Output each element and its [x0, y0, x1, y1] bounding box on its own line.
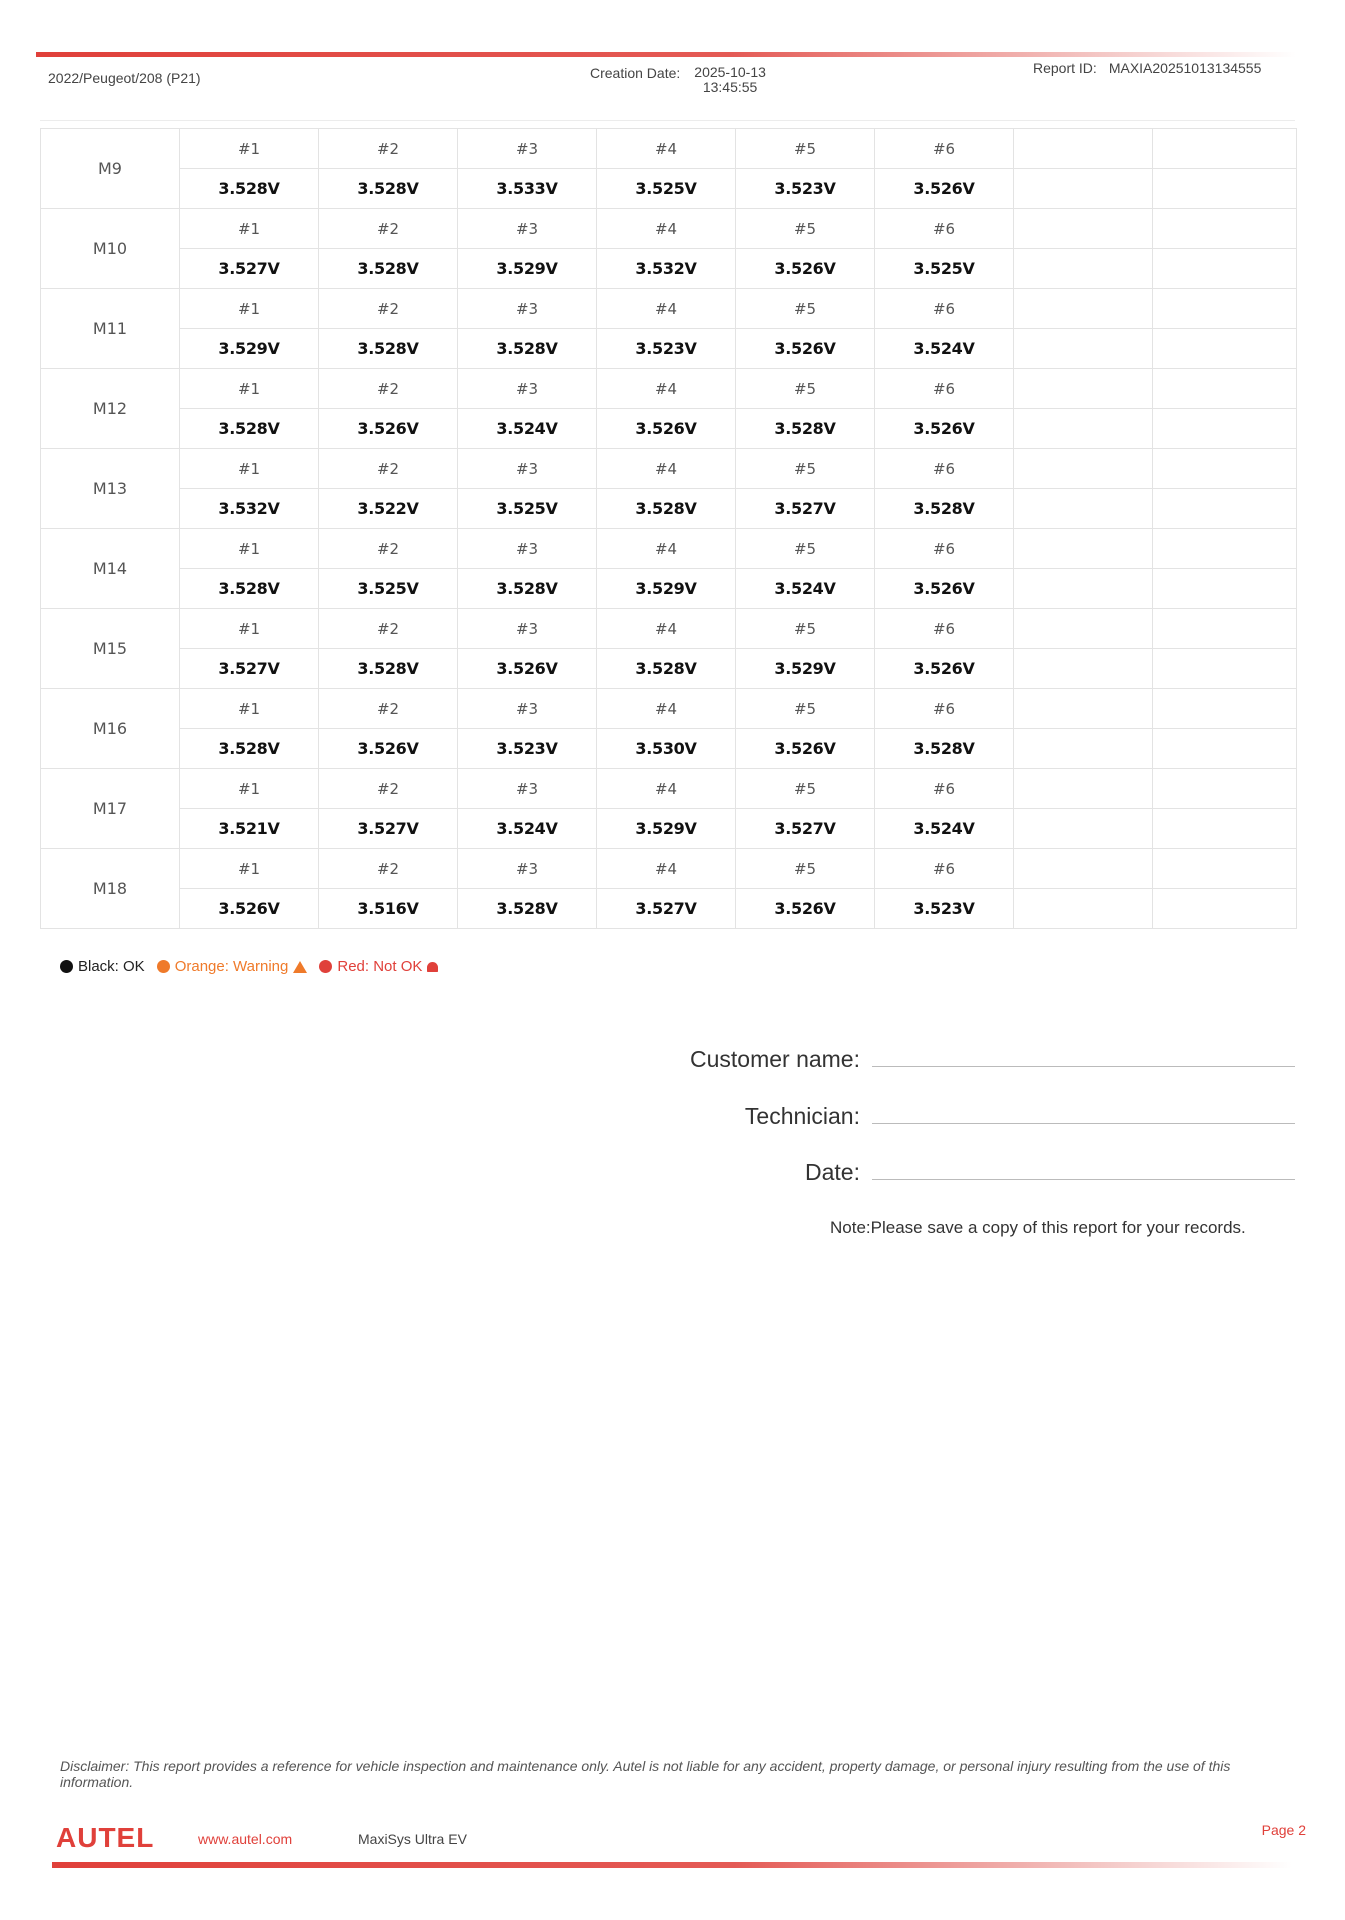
customer-name-label: Customer name:	[689, 1046, 860, 1072]
module-voltage-row	[41, 729, 1297, 769]
module-voltage-row	[41, 649, 1297, 689]
module-name: M14	[41, 529, 180, 609]
cell-index: #5	[736, 689, 875, 729]
legend-ok	[60, 958, 145, 975]
cell-voltage: 3.528V	[180, 409, 319, 449]
empty-cell	[1153, 529, 1297, 569]
empty-cell	[1014, 649, 1153, 689]
module-name: M12	[41, 369, 180, 449]
cell-voltage: 3.528V	[875, 489, 1014, 529]
cell-index: #4	[597, 689, 736, 729]
module-name: M15	[41, 609, 180, 689]
empty-cell	[1153, 489, 1297, 529]
cell-index: #5	[736, 209, 875, 249]
empty-cell	[1014, 329, 1153, 369]
cell-voltage: 3.527V	[736, 489, 875, 529]
report-id-label: Report ID:	[1033, 60, 1097, 76]
module-voltage-row	[41, 569, 1297, 609]
cell-voltage: 3.523V	[458, 729, 597, 769]
technician-line[interactable]	[872, 1122, 1295, 1124]
cell-voltage: 3.525V	[458, 489, 597, 529]
empty-cell	[1014, 729, 1153, 769]
cell-voltage: 3.523V	[736, 169, 875, 209]
cell-index: #3	[458, 369, 597, 409]
cell-index: #1	[180, 129, 319, 169]
cell-voltage: 3.527V	[319, 809, 458, 849]
cell-index: #6	[875, 609, 1014, 649]
cell-voltage: 3.527V	[180, 249, 319, 289]
empty-cell	[1014, 409, 1153, 449]
cell-index: #1	[180, 289, 319, 329]
cell-index: #3	[458, 689, 597, 729]
footer	[56, 1822, 1316, 1852]
empty-cell	[1153, 649, 1297, 689]
cell-voltage: 3.526V	[736, 889, 875, 929]
cell-voltage: 3.527V	[180, 649, 319, 689]
cell-voltage: 3.526V	[736, 729, 875, 769]
cell-index: #2	[319, 449, 458, 489]
cell-index: #1	[180, 209, 319, 249]
cell-index: #2	[319, 129, 458, 169]
cell-index: #6	[875, 209, 1014, 249]
empty-cell	[1014, 769, 1153, 809]
footer-accent-bar	[52, 1862, 1292, 1868]
cell-index: #6	[875, 529, 1014, 569]
cell-voltage: 3.523V	[875, 889, 1014, 929]
module-index-row	[41, 449, 1297, 489]
creation-date-time: 13:45:55	[702, 79, 758, 95]
empty-cell	[1153, 369, 1297, 409]
module-voltage-row	[41, 889, 1297, 929]
empty-cell	[1153, 849, 1297, 889]
black-dot-icon	[60, 960, 73, 973]
empty-cell	[1153, 769, 1297, 809]
cell-voltage: 3.529V	[597, 569, 736, 609]
page-number: Page 2	[1261, 1822, 1306, 1838]
module-name: M17	[41, 769, 180, 849]
module-index-row	[41, 289, 1297, 329]
cell-index: #2	[319, 369, 458, 409]
cell-index: #5	[736, 129, 875, 169]
cell-index: #5	[736, 289, 875, 329]
cell-index: #5	[736, 769, 875, 809]
empty-cell	[1153, 729, 1297, 769]
cell-voltage: 3.524V	[875, 809, 1014, 849]
status-legend	[60, 958, 438, 975]
cell-index: #2	[319, 289, 458, 329]
module-voltage-row	[41, 169, 1297, 209]
creation-date-day: 2025-10-13	[694, 64, 766, 80]
cell-index: #6	[875, 689, 1014, 729]
cell-index: #2	[319, 849, 458, 889]
alarm-icon	[427, 962, 438, 972]
module-name: M9	[41, 129, 180, 209]
cell-index: #6	[875, 289, 1014, 329]
records-note: Note:Please save a copy of this report for your records.	[830, 1218, 1246, 1237]
empty-cell	[1014, 489, 1153, 529]
cell-voltage: 3.525V	[875, 249, 1014, 289]
cell-index: #2	[319, 529, 458, 569]
cell-index: #2	[319, 609, 458, 649]
cell-index: #4	[597, 449, 736, 489]
empty-cell	[1153, 129, 1297, 169]
empty-cell	[1014, 609, 1153, 649]
cell-index: #6	[875, 849, 1014, 889]
empty-cell	[1014, 449, 1153, 489]
module-voltage-row	[41, 329, 1297, 369]
website-link[interactable]: www.autel.com	[198, 1831, 293, 1847]
cell-index: #2	[319, 689, 458, 729]
cell-voltage: 3.526V	[319, 409, 458, 449]
cell-voltage: 3.530V	[597, 729, 736, 769]
empty-cell	[1014, 689, 1153, 729]
empty-cell	[1153, 449, 1297, 489]
module-index-row	[41, 209, 1297, 249]
cell-index: #1	[180, 849, 319, 889]
module-index-row	[41, 849, 1297, 889]
cell-index: #3	[458, 129, 597, 169]
module-voltage-row	[41, 249, 1297, 289]
cell-index: #4	[597, 369, 736, 409]
cell-index: #5	[736, 369, 875, 409]
empty-cell	[1014, 289, 1153, 329]
legend-warning	[157, 958, 308, 975]
date-row	[600, 1159, 1295, 1186]
cell-voltage: 3.523V	[597, 329, 736, 369]
empty-cell	[1014, 569, 1153, 609]
module-name: M16	[41, 689, 180, 769]
module-voltage-row	[41, 489, 1297, 529]
product-name: MaxiSys Ultra EV	[358, 1831, 467, 1847]
vehicle-info: 2022/Peugeot/208 (P21)	[48, 70, 201, 86]
module-name: M13	[41, 449, 180, 529]
empty-cell	[1153, 409, 1297, 449]
autel-logo: AUTEL	[56, 1822, 155, 1853]
cell-voltage: 3.525V	[597, 169, 736, 209]
cell-voltage: 3.526V	[319, 729, 458, 769]
cell-index: #6	[875, 129, 1014, 169]
cell-voltage: 3.526V	[875, 569, 1014, 609]
cell-voltage: 3.516V	[319, 889, 458, 929]
cell-index: #3	[458, 529, 597, 569]
empty-cell	[1153, 169, 1297, 209]
cell-index: #4	[597, 289, 736, 329]
empty-cell	[1153, 289, 1297, 329]
cell-voltage: 3.526V	[875, 169, 1014, 209]
cell-voltage: 3.528V	[875, 729, 1014, 769]
creation-date-label: Creation Date:	[590, 65, 681, 81]
cell-index: #6	[875, 369, 1014, 409]
empty-cell	[1014, 849, 1153, 889]
cell-index: #4	[597, 769, 736, 809]
cell-index: #3	[458, 769, 597, 809]
header-accent-bar	[36, 52, 1296, 57]
cell-voltage: 3.526V	[875, 409, 1014, 449]
module-index-row	[41, 609, 1297, 649]
customer-name-line[interactable]	[872, 1065, 1295, 1067]
cell-voltage: 3.526V	[736, 329, 875, 369]
empty-cell	[1153, 689, 1297, 729]
cell-voltage: 3.526V	[180, 889, 319, 929]
legend-not-ok-label: Red: Not OK	[337, 958, 423, 975]
cell-voltage: 3.532V	[597, 249, 736, 289]
cell-index: #5	[736, 529, 875, 569]
cell-voltage: 3.526V	[875, 649, 1014, 689]
cell-index: #4	[597, 529, 736, 569]
module-index-row	[41, 369, 1297, 409]
empty-cell	[1014, 209, 1153, 249]
empty-cell	[1153, 249, 1297, 289]
legend-ok-label: Black: OK	[78, 958, 145, 975]
cell-voltage: 3.528V	[180, 169, 319, 209]
cell-index: #4	[597, 209, 736, 249]
cell-voltage: 3.528V	[597, 489, 736, 529]
legend-not-ok	[319, 958, 438, 975]
empty-cell	[1014, 249, 1153, 289]
cell-voltage: 3.525V	[319, 569, 458, 609]
cell-voltage: 3.528V	[319, 169, 458, 209]
cell-voltage: 3.532V	[180, 489, 319, 529]
cell-index: #2	[319, 769, 458, 809]
cell-index: #3	[458, 849, 597, 889]
cell-voltage: 3.528V	[319, 329, 458, 369]
empty-cell	[1014, 129, 1153, 169]
disclaimer: Disclaimer: This report provides a reference for vehicle inspection and maintenance only. Autel is not liable for any accident, property damage, or personal injury resulting from the use of this information.	[60, 1758, 1231, 1790]
cell-voltage: 3.529V	[180, 329, 319, 369]
cell-voltage: 3.528V	[319, 649, 458, 689]
cell-voltage: 3.526V	[736, 249, 875, 289]
cell-index: #1	[180, 369, 319, 409]
cell-voltage: 3.528V	[458, 329, 597, 369]
empty-cell	[1014, 889, 1153, 929]
cell-index: #3	[458, 449, 597, 489]
empty-cell	[1014, 369, 1153, 409]
cell-index: #3	[458, 609, 597, 649]
cell-voltage: 3.528V	[180, 729, 319, 769]
date-label: Date:	[805, 1159, 860, 1185]
cell-index: #1	[180, 609, 319, 649]
cell-index: #3	[458, 289, 597, 329]
cell-index: #3	[458, 209, 597, 249]
cell-voltage-table	[40, 128, 1297, 929]
cell-voltage: 3.528V	[458, 889, 597, 929]
creation-date	[590, 65, 766, 95]
legend-warning-label: Orange: Warning	[174, 958, 289, 975]
report-id-value: MAXIA20251013134555	[1108, 60, 1262, 76]
cell-index: #4	[597, 849, 736, 889]
module-index-row	[41, 689, 1297, 729]
module-voltage-row	[41, 409, 1297, 449]
cell-index: #1	[180, 689, 319, 729]
empty-cell	[1153, 889, 1297, 929]
empty-cell	[1153, 569, 1297, 609]
module-index-row	[41, 129, 1297, 169]
cell-index: #6	[875, 449, 1014, 489]
cell-voltage: 3.528V	[736, 409, 875, 449]
cell-voltage: 3.522V	[319, 489, 458, 529]
cell-voltage: 3.527V	[736, 809, 875, 849]
cell-voltage: 3.526V	[458, 649, 597, 689]
cell-voltage: 3.528V	[458, 569, 597, 609]
cell-index: #5	[736, 609, 875, 649]
empty-cell	[1153, 329, 1297, 369]
cell-voltage: 3.527V	[597, 889, 736, 929]
cell-index: #5	[736, 849, 875, 889]
customer-name-row	[600, 1046, 1295, 1073]
empty-cell	[1153, 609, 1297, 649]
cell-voltage: 3.529V	[458, 249, 597, 289]
cell-voltage: 3.526V	[597, 409, 736, 449]
cell-voltage: 3.528V	[597, 649, 736, 689]
cell-index: #5	[736, 449, 875, 489]
cell-voltage: 3.521V	[180, 809, 319, 849]
header-divider	[40, 120, 1295, 121]
empty-cell	[1153, 809, 1297, 849]
warning-triangle-icon	[293, 961, 307, 973]
cell-index: #1	[180, 769, 319, 809]
technician-row	[600, 1103, 1295, 1130]
cell-voltage: 3.529V	[597, 809, 736, 849]
cell-index: #6	[875, 769, 1014, 809]
technician-label: Technician:	[744, 1103, 860, 1129]
cell-voltage: 3.524V	[458, 409, 597, 449]
module-name: M11	[41, 289, 180, 369]
cell-voltage: 3.524V	[458, 809, 597, 849]
empty-cell	[1014, 529, 1153, 569]
cell-voltage: 3.529V	[736, 649, 875, 689]
date-line[interactable]	[872, 1178, 1295, 1180]
module-voltage-row	[41, 809, 1297, 849]
cell-index: #4	[597, 129, 736, 169]
creation-date-value	[694, 65, 766, 95]
cell-voltage: 3.524V	[875, 329, 1014, 369]
empty-cell	[1014, 809, 1153, 849]
cell-voltage: 3.524V	[736, 569, 875, 609]
report-id	[1033, 60, 1261, 76]
empty-cell	[1014, 169, 1153, 209]
empty-cell	[1153, 209, 1297, 249]
cell-index: #1	[180, 449, 319, 489]
cell-voltage: 3.528V	[180, 569, 319, 609]
module-name: M18	[41, 849, 180, 929]
cell-index: #2	[319, 209, 458, 249]
cell-voltage: 3.528V	[319, 249, 458, 289]
cell-index: #1	[180, 529, 319, 569]
module-index-row	[41, 529, 1297, 569]
module-index-row	[41, 769, 1297, 809]
cell-voltage: 3.533V	[458, 169, 597, 209]
orange-dot-icon	[157, 960, 170, 973]
cell-index: #4	[597, 609, 736, 649]
module-name: M10	[41, 209, 180, 289]
red-dot-icon	[319, 960, 332, 973]
